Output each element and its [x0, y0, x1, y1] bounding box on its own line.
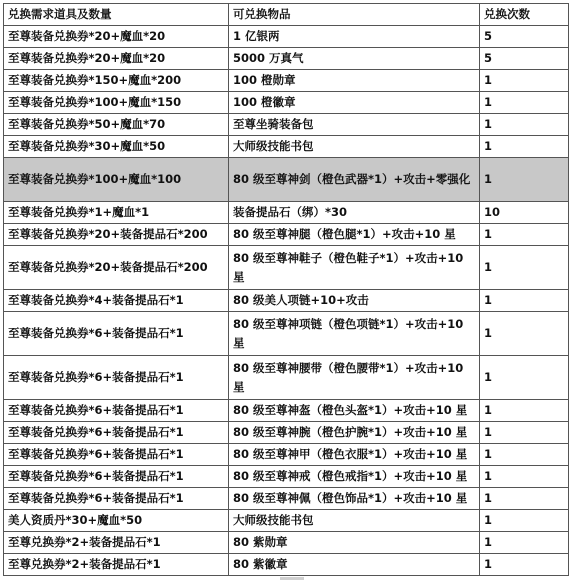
table-row	[4, 290, 569, 312]
table-row	[4, 246, 569, 290]
requirement-cell: 至尊装备兑换券*50+魔血*70	[4, 114, 229, 136]
exchange-table	[3, 3, 569, 576]
item-cell: 80 级至尊神佩（橙色饰品*1）+攻击+10 星	[229, 488, 480, 510]
requirement-cell: 至尊装备兑换券*4+装备提品石*1	[4, 290, 229, 312]
requirement-cell: 至尊装备兑换券*20+装备提品石*200	[4, 224, 229, 246]
count-cell: 1	[480, 312, 569, 356]
requirement-cell: 至尊装备兑换券*100+魔血*150	[4, 92, 229, 114]
requirement-cell: 至尊装备兑换券*30+魔血*50	[4, 136, 229, 158]
count-cell: 1	[480, 92, 569, 114]
count-cell: 1	[480, 488, 569, 510]
count-cell: 10	[480, 202, 569, 224]
item-cell: 大师级技能书包	[229, 510, 480, 532]
header-requirement: 兑换需求道具及数量	[4, 4, 229, 26]
table-row	[4, 92, 569, 114]
item-cell: 80 级美人项链+10+攻击	[229, 290, 480, 312]
requirement-cell: 至尊装备兑换券*150+魔血*200	[4, 70, 229, 92]
table-row	[4, 158, 569, 202]
table-row	[4, 488, 569, 510]
count-cell: 1	[480, 400, 569, 422]
item-cell: 100 橙勋章	[229, 70, 480, 92]
item-cell: 80 级至尊神甲（橙色衣服*1）+攻击+10 星	[229, 444, 480, 466]
count-cell: 1	[480, 246, 569, 290]
requirement-cell: 至尊装备兑换券*6+装备提品石*1	[4, 400, 229, 422]
item-cell: 80 级至尊神腕（橙色护腕*1）+攻击+10 星	[229, 422, 480, 444]
count-cell: 5	[480, 48, 569, 70]
requirement-cell: 至尊装备兑换券*6+装备提品石*1	[4, 444, 229, 466]
table-row	[4, 356, 569, 400]
table-row	[4, 466, 569, 488]
item-cell: 80 紫徽章	[229, 554, 480, 576]
table-row	[4, 532, 569, 554]
item-cell: 1 亿银两	[229, 26, 480, 48]
table-row	[4, 26, 569, 48]
requirement-cell: 美人资质丹*30+魔血*50	[4, 510, 229, 532]
table-row	[4, 422, 569, 444]
table-row	[4, 136, 569, 158]
requirement-cell: 至尊装备兑换券*1+魔血*1	[4, 202, 229, 224]
item-cell: 80 级至尊神盔（橙色头盔*1）+攻击+10 星	[229, 400, 480, 422]
item-cell: 80 紫勋章	[229, 532, 480, 554]
item-cell: 装备提品石（绑）*30	[229, 202, 480, 224]
count-cell: 5	[480, 26, 569, 48]
count-cell: 1	[480, 466, 569, 488]
table-row	[4, 312, 569, 356]
count-cell: 1	[480, 70, 569, 92]
table-row	[4, 400, 569, 422]
item-cell: 80 级至尊神剑（橙色武器*1）+攻击+零强化	[229, 158, 480, 202]
table-row	[4, 444, 569, 466]
count-cell: 1	[480, 136, 569, 158]
count-cell: 1	[480, 444, 569, 466]
item-cell: 80 级至尊神腿（橙色腿*1）+攻击+10 星	[229, 224, 480, 246]
table-row	[4, 510, 569, 532]
count-cell: 1	[480, 554, 569, 576]
table-row	[4, 114, 569, 136]
item-cell: 80 级至尊神戒（橙色戒指*1）+攻击+10 星	[229, 466, 480, 488]
requirement-cell: 至尊装备兑换券*20+装备提品石*200	[4, 246, 229, 290]
requirement-cell: 至尊兑换券*2+装备提品石*1	[4, 532, 229, 554]
count-cell: 1	[480, 422, 569, 444]
requirement-cell: 至尊兑换券*2+装备提品石*1	[4, 554, 229, 576]
count-cell: 1	[480, 224, 569, 246]
requirement-cell: 至尊装备兑换券*6+装备提品石*1	[4, 466, 229, 488]
item-cell: 大师级技能书包	[229, 136, 480, 158]
item-cell: 至尊坐骑装备包	[229, 114, 480, 136]
requirement-cell: 至尊装备兑换券*20+魔血*20	[4, 48, 229, 70]
table-row	[4, 70, 569, 92]
table-row	[4, 224, 569, 246]
count-cell: 1	[480, 158, 569, 202]
table-header-row	[4, 4, 569, 26]
item-cell: 80 级至尊神腰带（橙色腰带*1）+攻击+10 星	[229, 356, 480, 400]
requirement-cell: 至尊装备兑换券*6+装备提品石*1	[4, 488, 229, 510]
count-cell: 1	[480, 532, 569, 554]
item-cell: 80 级至尊神鞋子（橙色鞋子*1）+攻击+10 星	[229, 246, 480, 290]
requirement-cell: 至尊装备兑换券*20+魔血*20	[4, 26, 229, 48]
header-item: 可兑换物品	[229, 4, 480, 26]
count-cell: 1	[480, 290, 569, 312]
count-cell: 1	[480, 510, 569, 532]
exchange-table-container	[3, 3, 569, 576]
item-cell: 100 橙徽章	[229, 92, 480, 114]
requirement-cell: 至尊装备兑换券*6+装备提品石*1	[4, 312, 229, 356]
count-cell: 1	[480, 114, 569, 136]
requirement-cell: 至尊装备兑换券*6+装备提品石*1	[4, 422, 229, 444]
item-cell: 80 级至尊神项链（橙色项链*1）+攻击+10 星	[229, 312, 480, 356]
requirement-cell: 至尊装备兑换券*100+魔血*100	[4, 158, 229, 202]
item-cell: 5000 万真气	[229, 48, 480, 70]
requirement-cell: 至尊装备兑换券*6+装备提品石*1	[4, 356, 229, 400]
header-count: 兑换次数	[480, 4, 569, 26]
count-cell: 1	[480, 356, 569, 400]
table-row	[4, 554, 569, 576]
table-row	[4, 202, 569, 224]
table-row	[4, 48, 569, 70]
